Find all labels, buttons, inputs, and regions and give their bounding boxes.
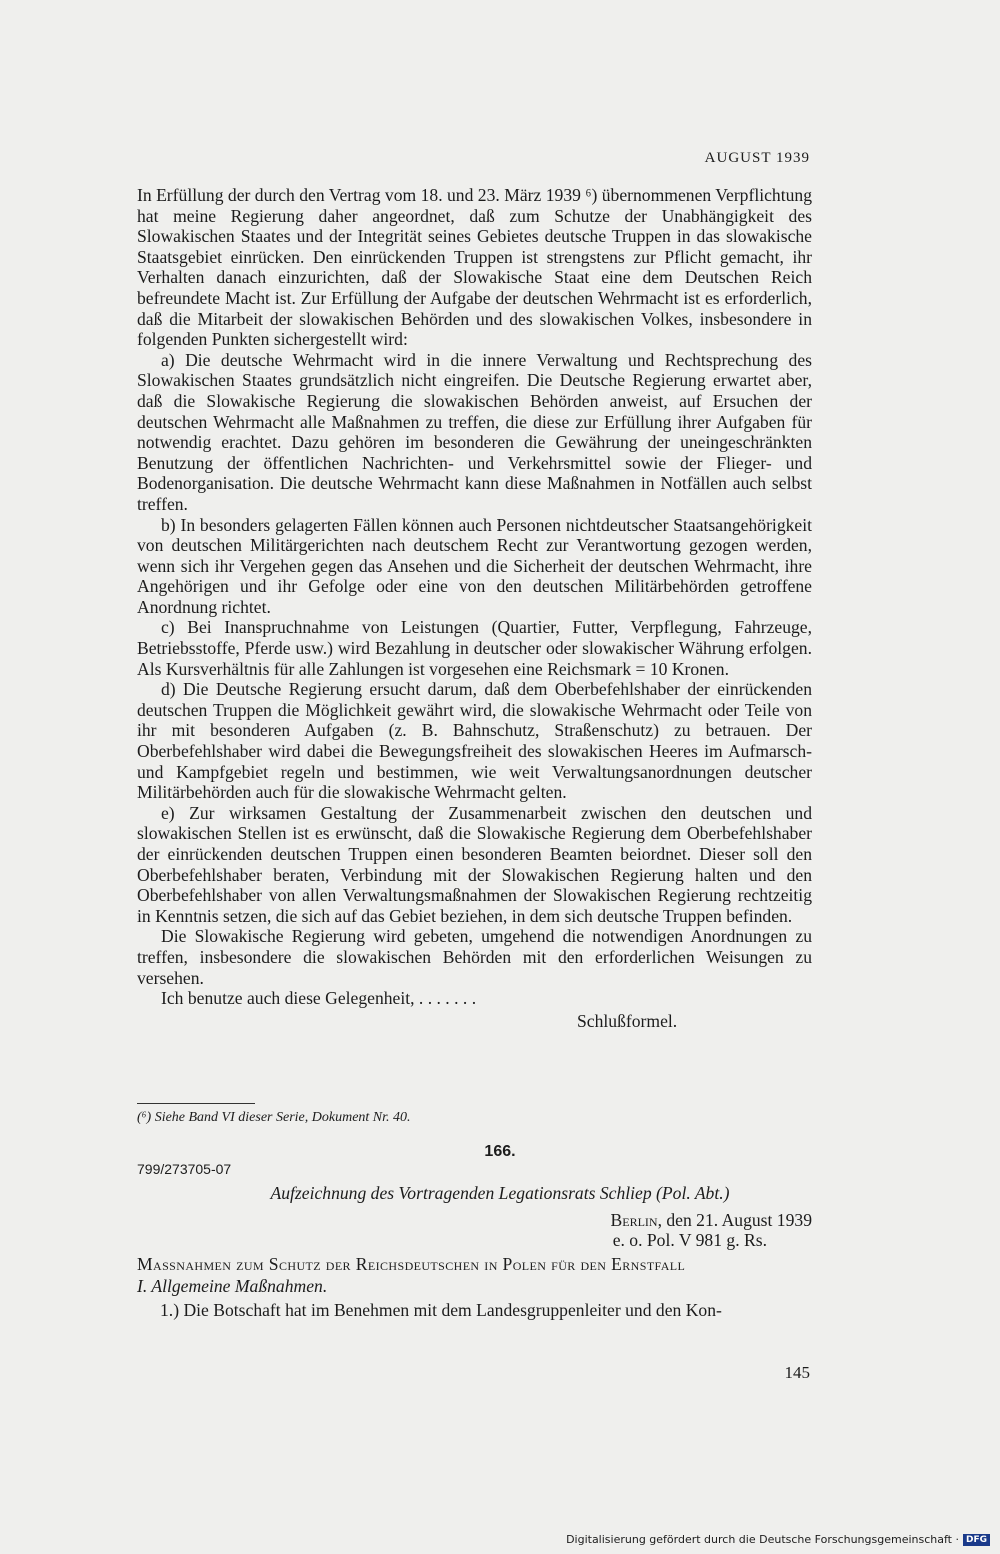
- page-number: 145: [784, 1363, 810, 1382]
- date: , den 21. August 1939: [657, 1210, 812, 1230]
- place: Berlin: [610, 1210, 658, 1230]
- section-heading: Massnahmen zum Schutz der Reichsdeutschen in Polen für den Ernstfall: [137, 1254, 686, 1274]
- item-c: c) Bei Inanspruchnahme von Leistungen (Quartier, Futter, Verpflegung, Fahrzeuge, Betriebsstoffe, Pferde usw.) wird Bezahlung in deutscher oder slowakischer Währung erfolgen. Als Kursverhältnis für alle Zahlungen ist vorgesehen eine Reichsmark = 10 Kronen.: [137, 617, 812, 679]
- subheading: I. Allgemeine Maßnahmen.: [137, 1276, 328, 1296]
- body-text: [137, 185, 812, 1031]
- courtesy-formula: Ich benutze auch diese Gelegenheit, . . . . . . .: [161, 988, 477, 1009]
- signoff: Schlußformel.: [577, 1010, 678, 1031]
- item-d: d) Die Deutsche Regierung ersucht darum, daß dem Oberbefehlshaber der einrückenden deutschen Truppen die Möglichkeit gewährt wird, die slowakische Wehrmacht oder Teile von ihr mit besonderen Aufgaben (z. B. Bahnschutz, Straßenschutz) zu betrauen. Der Oberbefehlshaber wird dabei die Bewegungsfreiheit des slowakischen Heeres im Aufmarsch- und Kampfgebiet regeln und bestimmen, wie weit Verwaltungsanordnungen deutscher Militärbehörden auch für die slowakische Wehrmacht gelten.: [137, 679, 812, 803]
- document-number: 166.: [484, 1143, 516, 1160]
- footnote: (⁶) Siehe Band VI dieser Serie, Dokument Nr. 40.: [137, 1110, 411, 1125]
- opening-paragraph: In Erfüllung der durch den Vertrag vom 18. und 23. März 1939 ⁶) übernommenen Verpflichtung hat meine Regierung daher angeordnet, daß zum Schutze der Unabhängigkeit des Slowakischen Staates und der Integrität seines Gebietes deutsche Truppen in das slowakische Staatsgebiet einrücken. Den einrückenden Truppen ist strengstens zur Pflicht gemacht, ihr Verhalten danach einzurichten, daß der Slowakische Staat eine dem Deutschen Reich befreundete Macht ist. Zur Erfüllung der Aufgabe der deutschen Wehrmacht ist es erforderlich, daß die Mitarbeit der slowakischen Behörden und des slowakischen Volkes, insbesondere in folgenden Punkten sichergestellt wird:: [137, 185, 812, 350]
- document-title: Aufzeichnung des Vortragenden Legationsrats Schliep (Pol. Abt.): [270, 1183, 730, 1203]
- credit-text: Digitalisierung gefördert durch die Deutsche Forschungsgemeinschaft ·: [566, 1533, 959, 1546]
- footnote-rule: [137, 1103, 255, 1104]
- item-e: e) Zur wirksamen Gestaltung der Zusammenarbeit zwischen den deutschen und slowakischen Stellen ist es erwünscht, daß die Slowakische Regierung dem Oberbefehlshaber der einrückenden deutschen Truppen einen besonderen Beamten beiordnet. Dieser soll den Oberbefehlshaber beraten, Verbindung mit der Slowakischen Regierung halten und den Oberbefehlshaber von allen Verwaltungsmaßnahmen der Slowakischen Regierung rechtzeitig in Kenntnis setzen, die sich auf das Gebiet beziehen, in dem sich deutsche Truppen befinden.: [137, 802, 812, 926]
- item-b: b) In besonders gelagerten Fällen können auch Personen nichtdeutscher Staatsangehörigkeit von deutschen Militärgerichten nach deutschem Recht zur Verantwortung gezogen werden, wenn sich ihr Vergehen gegen das Ansehen und die Sicherheit der deutschen Wehrmacht, ihre Angehörigen und ihr Gefolge oder eine von den deutschen Militärbehörden getroffene Anordnung richtet.: [137, 514, 812, 617]
- dfg-logo-icon: DFG: [963, 1534, 990, 1546]
- file-reference: 799/273705-07: [137, 1161, 232, 1177]
- closing-paragraph: Die Slowakische Regierung wird gebeten, umgehend die notwendigen Anordnungen zu treffen, insbesondere die slowakischen Behörden mit den erforderlichen Weisungen zu versehen.: [137, 926, 812, 988]
- running-header: AUGUST 1939: [704, 150, 810, 166]
- first-item: 1.) Die Botschaft hat im Benehmen mit dem Landesgruppenleiter und den Kon-: [160, 1300, 722, 1320]
- item-a: a) Die deutsche Wehrmacht wird in die innere Verwaltung und Rechtsprechung des Slowakischen Staates grundsätzlich nicht eingreifen. Die Deutsche Regierung erwartet aber, daß die Slowakische Regierung die slowakischen Behörden anweist, auf Ersuchen der deutschen Wehrmacht alle Maßnahmen zu treffen, die diese zur Erfüllung ihrer Aufgaben für notwendig erachtet. Dazu gehören im besonderen die Gewährung der uneingeschränkten Benutzung der öffentlichen Nachrichten- und Verkehrsmittel sowie der Flieger- und Bodenorganisation. Die deutsche Wehrmacht kann diese Maßnahmen in Notfällen auch selbst treffen.: [137, 349, 812, 514]
- reference-number: e. o. Pol. V 981 g. Rs.: [612, 1230, 767, 1250]
- place-date: [611, 1210, 813, 1231]
- digitization-credit: [566, 1533, 990, 1546]
